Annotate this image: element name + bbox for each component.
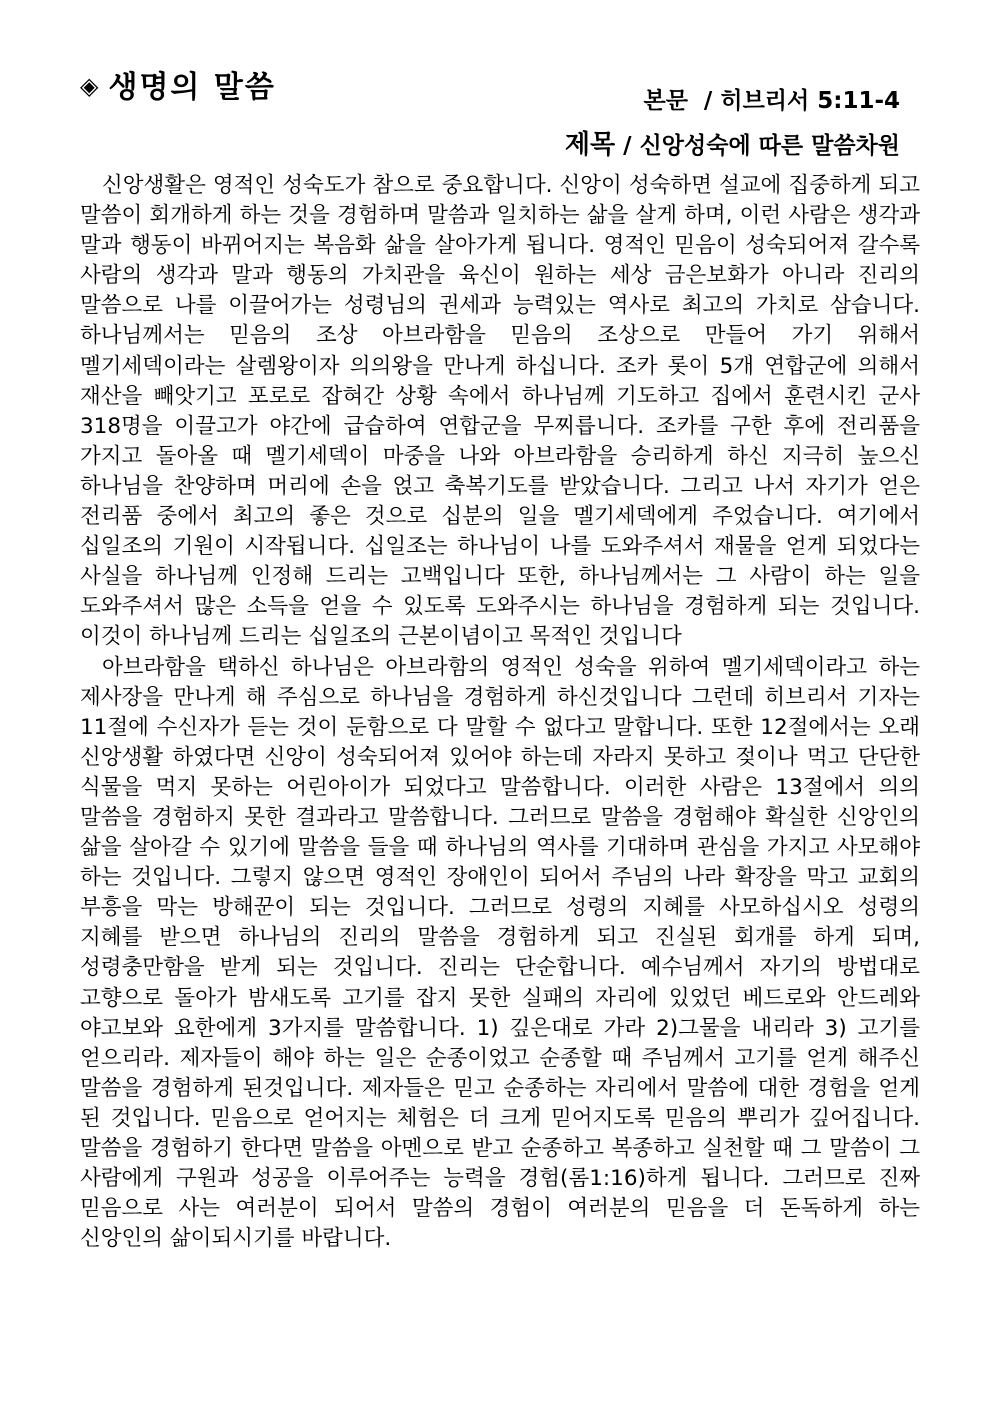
page-title-text: 생명의 말씀 [108, 70, 276, 105]
diamond-bullet-icon: ◈ [80, 72, 101, 100]
passage-ref: 히브리서 5:11-4 [720, 88, 900, 114]
page-title [80, 62, 276, 106]
sermon-body [80, 171, 920, 1254]
scripture-reference: 본문 / 히브리서 5:11-4 [643, 88, 900, 114]
sermon-subject: 제목 / 신앙성숙에 따른 말씀차원 [564, 130, 900, 160]
passage-label: 본문 [643, 88, 688, 114]
subject-label: 제목 [564, 130, 616, 160]
paragraph-1: 신앙생활은 영적인 성숙도가 참으로 중요합니다. 신앙이 성숙하면 설교에 집중하게 되고 말씀이 회개하게 하는 것을 경험하며 말씀과 일치하는 삶을 살게 하며, 이런 사람은 생각과 말과 행동이 바뀌어지는 복음화 삶을 살아가게 됩니다. 영적인 믿음이 성숙되어져 갈수록 사람의 생각과 말과 행동의 가치관을 육신이 원하는 세상 금은보화가 아니라 진리의 말씀으로 나를 이끌어가는 성령님의 권세과 능력있는 역사로 최고의 가치로 삼습니다. 하나님께서는 믿음의 조상 아브라함을 믿음의 조상으로 만들어 가기 위해서 멜기세덱이라는 살렘왕이자 의의왕을 만나게 하십니다. 조카 롯이 5개 연합군에 의해서 재산을 빼앗기고 포로로 잡혀간 상황 속에서 하나님께 기도하고 집에서 훈련시킨 군사 318명을 이끌고가 야간에 급습하여 연합군을 무찌릅니다. 조카를 구한 후에 전리품을 가지고 돌아올 때 멜기세덱이 마중을 나와 아브라함을 승리하게 하신 지극히 높으신 하나님을 찬양하며 머리에 손을 얹고 축복기도를 받았습니다. 그리고 나서 자기가 얻은 전리품 중에서 최고의 좋은 것으로 십분의 일을 멜기세덱에게 주었습니다. 여기에서 십일조의 기원이 시작됩니다. 십일조는 하나님이 나를 도와주셔서 재물을 얻게 되었다는 사실을 하나님께 인정해 드리는 고백입니다 또한, 하나님께서는 그 사람이 하는 일을 도와주셔서 많은 소득을 얻을 수 있도록 도와주시는 하나님을 경험하게 되는 것입니다. 이것이 하나님께 드리는 십일조의 근본이념이고 목적인 것입니다 [80, 173, 920, 650]
paragraph-2: 아브라함을 택하신 하나님은 아브라함의 영적인 성숙을 위하여 멜기세덱이라고 하는 제사장을 만나게 해 주심으로 하나님을 경험하게 하신것입니다 그런데 히브리서 기자는 11절에 수신자가 듣는 것이 둔함으로 다 말할 수 없다고 말합니다. 또한 12절에서는 오래 신앙생활 하였다면 신앙이 성숙되어져 있어야 하는데 자라지 못하고 젖이나 먹고 단단한 식물을 먹지 못하는 어린아이가 되었다고 말씀합니다. 이러한 사람은 13절에서 의의 말씀을 경험하지 못한 결과라고 말씀합니다. 그러므로 말씀을 경험해야 확실한 신앙인의 삶을 살아갈 수 있기에 말씀을 들을 때 하나님의 역사를 기대하며 관심을 가지고 사모해야 하는 것입니다. 그렇지 않으면 영적인 장애인이 되어서 주님의 나라 확장을 막고 교회의 부흥을 막는 방해꾼이 되는 것입니다. 그러므로 성령의 지혜를 사모하십시오 성령의 지혜를 받으면 하나님의 진리의 말씀을 경험하게 되고 진실된 회개를 하게 되며, 성령충만함을 받게 되는 것입니다. 진리는 단순합니다. 예수님께서 자기의 방법대로 고향으로 돌아가 밤새도록 고기를 잡지 못한 실패의 자리에 있었던 베드로와 안드레와 야고보와 요한에게 3가지를 말씀합니다. 1) 깊은대로 가라 2)그물을 내리라 3) 고기를 얻으리라. 제자들이 해야 하는 일은 순종이었고 순종할 때 주님께서 고기를 얻게 해주신 말씀을 경험하게 된것입니다. 제자들은 믿고 순종하는 자리에서 말씀에 대한 경험을 얻게 된 것입니다. 믿음으로 얻어지는 체험은 더 크게 믿어지도록 믿음의 뿌리가 깊어집니다. 말씀을 경험하기 한다면 말씀을 아멘으로 받고 순종하고 복종하고 실천할 때 그 말씀이 그 사람에게 구원과 성공을 이루어주는 능력을 경험(롬1:16)하게 됩니다. 그러므로 진짜 믿음으로 사는 여러분이 되어서 말씀의 경험이 여러분의 믿음을 더 돈독하게 하는 신앙인의 삶이되시기를 바랍니다. [80, 654, 920, 1252]
subject-text: 신앙성숙에 따른 말씀차원 [639, 133, 900, 159]
